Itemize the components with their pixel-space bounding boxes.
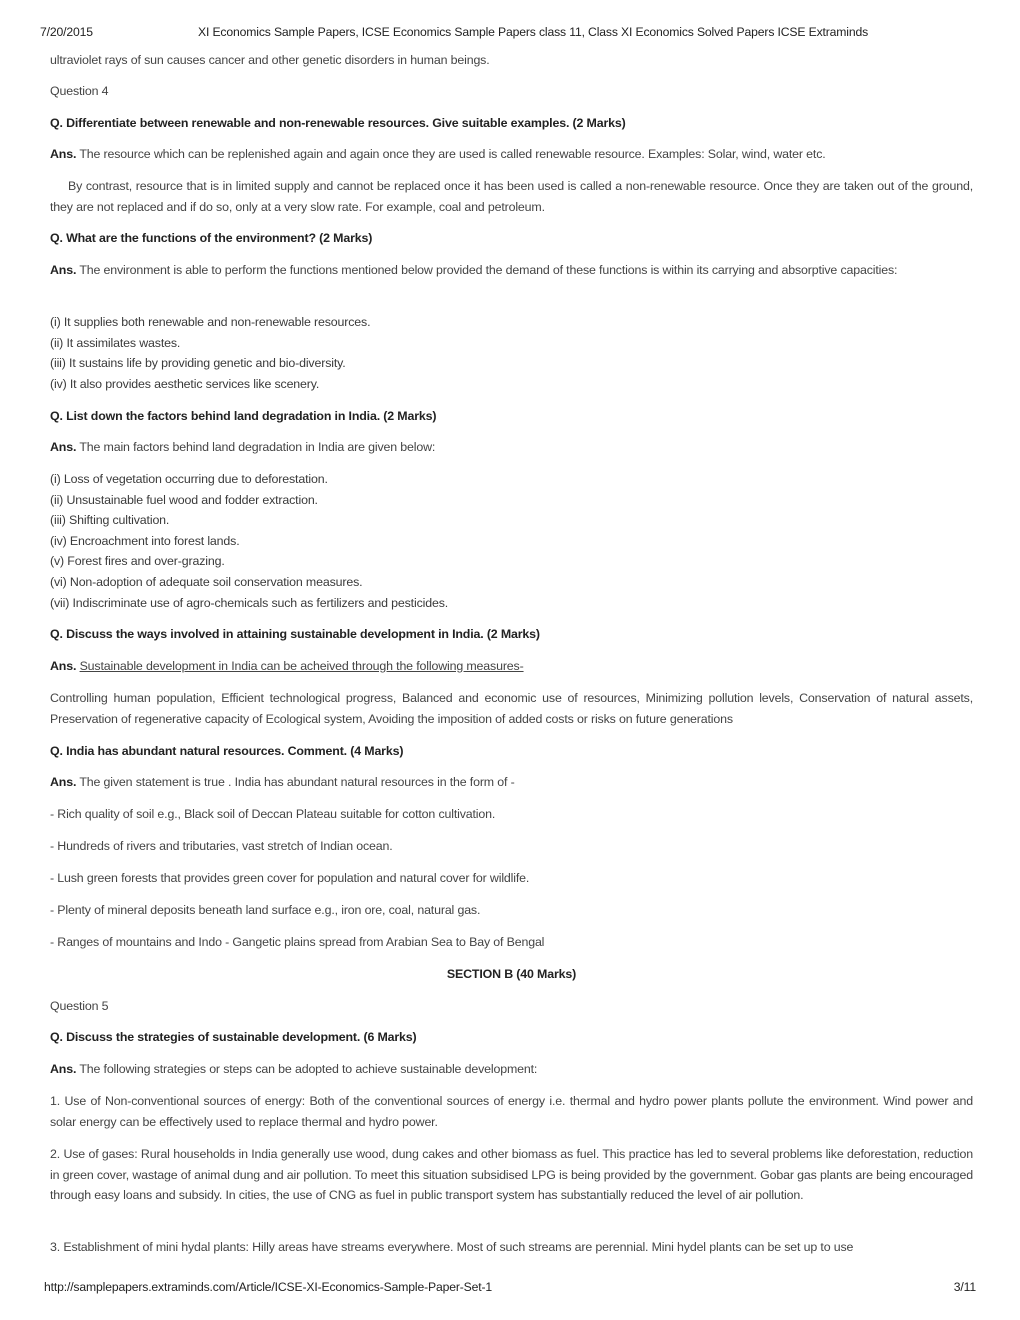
list-item: (ii) Unsustainable fuel wood and fodder extraction. (50, 492, 318, 507)
question-heading: Q. What are the functions of the environment? (2 Marks) (50, 231, 373, 245)
ans-label: Ans. (50, 263, 77, 277)
answer-text: Ans. The main factors behind land degradation in India are given below: (50, 440, 436, 454)
strategy-point: 3. Establishment of mini hydal plants: Hilly areas have streams everywhere. Most of such streams are perennial. Mini hydel plants can be set up to use (50, 1240, 854, 1254)
answer-text: Ans. The resource which can be replenished again and again once they are used is called renewable resource. Examples: Solar, wind, water etc. (50, 147, 826, 161)
list-item: - Hundreds of rivers and tributaries, vast stretch of Indian ocean. (50, 839, 393, 853)
page-title: XI Economics Sample Papers, ICSE Economics Sample Papers class 11, Class XI Economics Solved Papers ICSE Extraminds (198, 25, 869, 39)
ans-label: Ans. (50, 440, 77, 454)
section-heading: SECTION B (40 Marks) (446, 967, 577, 981)
ans-label: Ans. (50, 775, 77, 789)
answer-list (50, 312, 973, 394)
list-item: (vii) Indiscriminate use of agro-chemicals such as fertilizers and pesticides. (50, 595, 449, 610)
list-item: (i) It supplies both renewable and non-renewable resources. (50, 315, 371, 329)
answer-text: Ans. The given statement is true . India has abundant natural resources in the form of - (50, 775, 515, 789)
list-item: (vi) Non-adoption of adequate soil conservation measures. (50, 574, 363, 589)
carryover-text: ultraviolet rays of sun causes cancer and other genetic disorders in human beings. (50, 53, 490, 67)
list-item: - Ranges of mountains and Indo - Gangetic plains spread from Arabian Sea to Bay of Bengal (50, 935, 545, 949)
answer-paragraph: By contrast, resource that is in limited supply and cannot be replaced once it has been used is called a non-renewable resource. Once they are taken out of the ground, they are not replaced and if do so, only at a very slow rate. For example, coal and petroleum. (50, 179, 973, 214)
question-heading: Q. Discuss the strategies of sustainable development. (6 Marks) (50, 1030, 417, 1044)
ans-label: Ans. (50, 1062, 77, 1076)
question-4-label: Question 4 (50, 84, 109, 98)
list-item: (iv) It also provides aesthetic services like scenery. (50, 376, 320, 391)
question-heading: Q. List down the factors behind land degradation in India. (2 Marks) (50, 409, 437, 423)
underlined-answer: Sustainable development in India can be acheived through the following measures- (79, 659, 524, 673)
answer-text: Ans. The following strategies or steps can be adopted to achieve sustainable development: (50, 1062, 538, 1076)
list-item: (v) Forest fires and over-grazing. (50, 554, 225, 569)
list-item: (iii) It sustains life by providing genetic and bio-diversity. (50, 356, 346, 371)
ans-label: Ans. (50, 147, 77, 161)
list-item: (i) Loss of vegetation occurring due to deforestation. (50, 472, 328, 486)
answer-list (50, 469, 973, 613)
print-date: 7/20/2015 (40, 25, 93, 39)
list-item: (ii) It assimilates wastes. (50, 335, 181, 350)
page-number: 3/11 (953, 1280, 976, 1294)
question-heading: Q. India has abundant natural resources. Comment. (4 Marks) (50, 744, 404, 758)
list-item: - Rich quality of soil e.g., Black soil of Deccan Plateau suitable for cotton cultivation. (50, 807, 496, 821)
list-item: (iv) Encroachment into forest lands. (50, 533, 240, 548)
page-header (40, 25, 980, 41)
answer-text (50, 656, 973, 677)
question-heading: Q. Differentiate between renewable and non-renewable resources. Give suitable examples. (2 Marks) (50, 116, 626, 130)
strategy-point: 2. Use of gases: Rural households in India generally use wood, dung cakes and other biomass as fuel. This practice has led to several problems like deforestation, reduction in green cover, wastage of animal dung and air pollution. To meet this situation subsidised LPG is being provided by the government. Gobar gas plants are being encouraged through easy loans and subsidy. In cities, the use of CNG as fuel in public transport system has substantially reduced the level of air pollution. (50, 1147, 973, 1203)
list-item: (iii) Shifting cultivation. (50, 513, 170, 528)
source-url: http://samplepapers.extraminds.com/Article/ICSE-XI-Economics-Sample-Paper-Set-1 (44, 1280, 493, 1294)
answer-paragraph: Controlling human population, Efficient technological progress, Balanced and economic use of resources, Minimizing pollution levels, Conservation of natural assets, Preservation of regenerative capacity of Ecological system, Avoiding the imposition of added costs or risks on future generations (50, 691, 973, 726)
list-item: - Plenty of mineral deposits beneath land surface e.g., iron ore, coal, natural gas. (50, 903, 481, 917)
strategy-point: 1. Use of Non-conventional sources of energy: Both of the conventional sources of energy i.e. thermal and hydro power plants pollute the environment. Wind power and solar energy can be effectively used to replace thermal and hydro power. (50, 1094, 973, 1129)
question-5-label: Question 5 (50, 999, 109, 1013)
answer-text: Ans. The environment is able to perform the functions mentioned below provided the demand of these functions is within its carrying and absorptive capacities: (50, 263, 898, 277)
list-item: - Lush green forests that provides green cover for population and natural cover for wildlife. (50, 871, 530, 885)
question-heading: Q. Discuss the ways involved in attaining sustainable development in India. (2 Marks) (50, 627, 540, 641)
ans-label: Ans. (50, 659, 77, 673)
